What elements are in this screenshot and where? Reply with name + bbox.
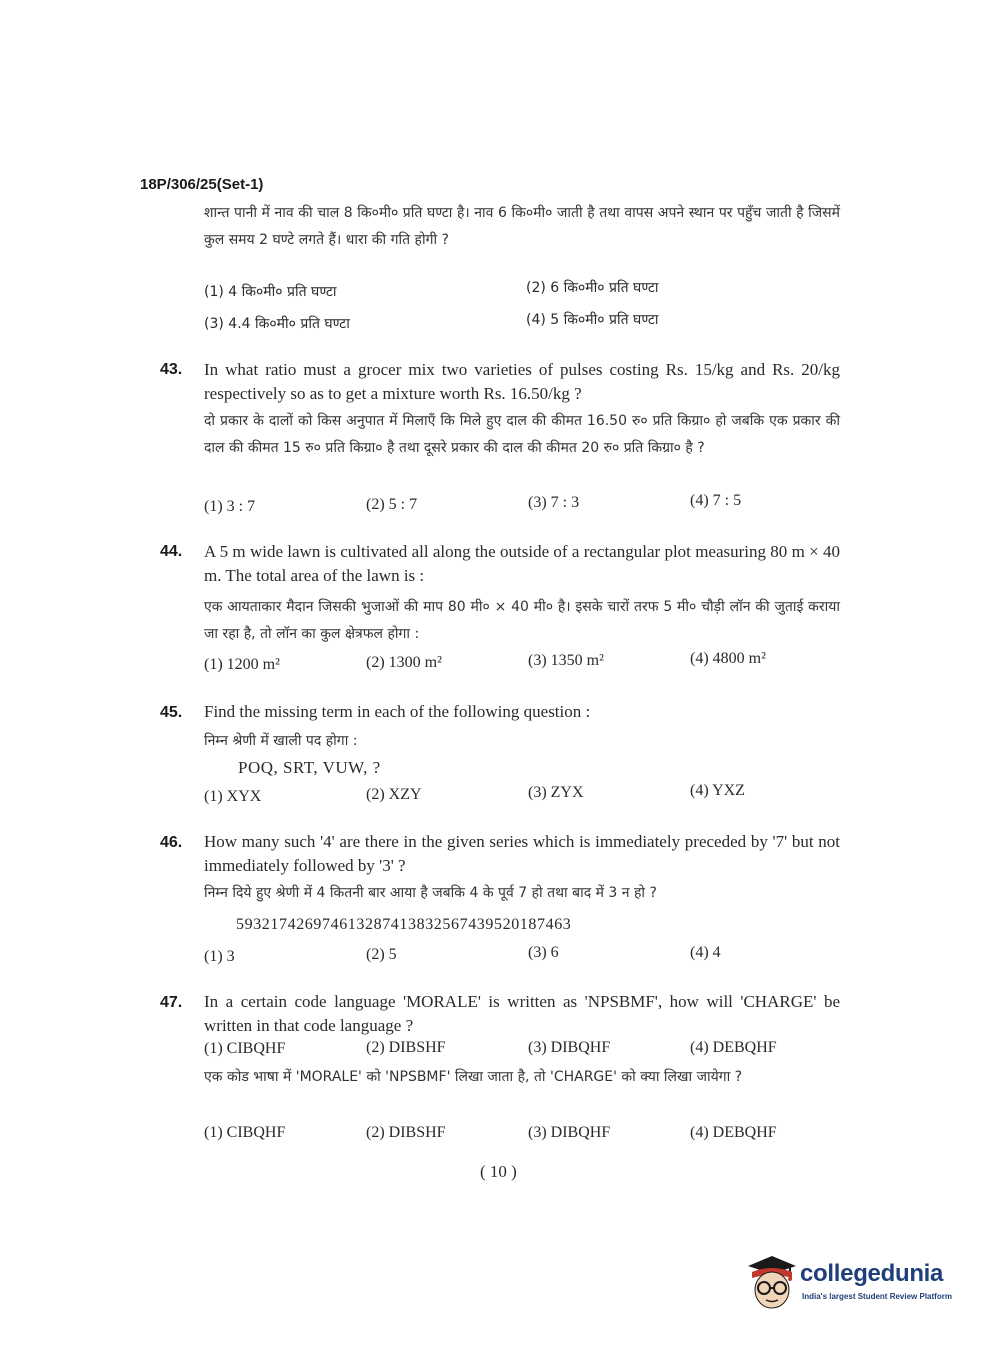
option-2: (2) 5 : 7	[366, 496, 418, 513]
option-3: (3) 4.4 कि०मी० प्रति घण्टा	[204, 316, 350, 332]
option-4: (4) 4800 m²	[690, 650, 766, 667]
option-en-4: (4) DEBQHF	[690, 1039, 777, 1056]
question-text-hindi: निम्न दिये हुए श्रेणी में 4 कितनी बार आया है जबकि 4 के पूर्व 7 हो तथा बाद में 3 न हो ?	[204, 885, 657, 901]
question-text-hindi: निम्न श्रेणी में खाली पद होगा :	[204, 733, 358, 749]
question-text-hindi: एक आयताकार मैदान जिसकी भुजाओं की माप 80 मी० × 40 मी० है। इसके चारों तरफ 5 मी० चौड़ी लॉन की जुताई कराया जा रहा है, तो लॉन का कुल क्षेत्रफल होगा :	[204, 599, 840, 642]
option-3: (3) ZYX	[528, 784, 584, 801]
option-hi-3: (3) DIBQHF	[528, 1124, 611, 1141]
option-hi-2: (2) DIBSHF	[366, 1124, 446, 1141]
page-number: ( 10 )	[480, 1162, 517, 1181]
option-en-1: (1) CIBQHF	[204, 1040, 286, 1057]
question-text-hindi: शान्त पानी में नाव की चाल 8 कि०मी० प्रति घण्टा है। नाव 6 कि०मी० जाती है तथा वापस अपने स्थान पर पहुँच जाती है जिसमें कुल समय 2 घण्टे लगते हैं। धारा की गति होगी ?	[204, 205, 840, 248]
option-2: (2) 6 कि०मी० प्रति घण्टा	[526, 280, 659, 296]
option-3: (3) 7 : 3	[528, 494, 580, 511]
question-text-english: Find the missing term in each of the following question :	[204, 702, 591, 721]
option-3: (3) 1350 m²	[528, 652, 604, 669]
option-1: (1) 1200 m²	[204, 656, 280, 673]
option-2: (2) 5	[366, 946, 397, 963]
question-text-english: A 5 m wide lawn is cultivated all along the outside of a rectangular plot measuring 80 m × 40 m. The total area of the lawn is :	[204, 542, 840, 585]
question-text-hindi: दो प्रकार के दालों को किस अनुपात में मिलाएँ कि मिले हुए दाल की कीमत 16.50 रु० प्रति किग्रा० हो जबकि एक प्रकार की दाल की कीमत 15 रु० प्रति किग्रा० है तथा दूसरे प्रकार की दाल की कीमत 20 रु० प्रति किग्रा० है ?	[204, 413, 840, 456]
question-text-english: In a certain code language 'MORALE' is written as 'NPSBMF', how will 'CHARGE' be written in that code language ?	[204, 992, 840, 1035]
option-1: (1) 3 : 7	[204, 498, 256, 515]
option-4: (4) 7 : 5	[690, 492, 742, 509]
option-en-3: (3) DIBQHF	[528, 1039, 611, 1056]
paper-code: 18P/306/25(Set-1)	[140, 176, 264, 193]
question-text-english: How many such '4' are there in the given series which is immediately preceded by '7' but not immediately followed by '3' ?	[204, 832, 840, 875]
option-4: (4) 4	[690, 944, 721, 961]
brand-name: collegedunia	[800, 1260, 944, 1287]
option-3: (3) 6	[528, 944, 559, 961]
option-1: (1) 3	[204, 948, 235, 965]
brand-tagline: India's largest Student Review Platform	[802, 1292, 952, 1301]
option-1: (1) XYX	[204, 788, 262, 805]
option-1: (1) 4 कि०मी० प्रति घण्टा	[204, 284, 337, 300]
question-number: 46.	[160, 834, 183, 851]
collegedunia-watermark	[742, 1252, 974, 1312]
option-hi-4: (4) DEBQHF	[690, 1124, 777, 1141]
question-number: 47.	[160, 994, 183, 1011]
question-number: 43.	[160, 361, 183, 378]
question-number: 44.	[160, 543, 183, 560]
mascot-icon	[742, 1252, 800, 1312]
option-2: (2) 1300 m²	[366, 654, 442, 671]
question-text-hindi: एक कोड भाषा में 'MORALE' को 'NPSBMF' लिखा जाता है, तो 'CHARGE' को क्या लिखा जायेगा ?	[204, 1069, 743, 1085]
option-hi-1: (1) CIBQHF	[204, 1124, 286, 1141]
letter-series: POQ, SRT, VUW, ?	[238, 758, 381, 777]
number-series: 5 9 3 2 1 7 4 2 6 9 7 4 6 1 3 2 8 7 4 1 3 8 3 2 5 6 7 4 3 9 5 2 0 1 8 7 4 6 3	[236, 916, 570, 933]
option-4: (4) 5 कि०मी० प्रति घण्टा	[526, 312, 659, 328]
question-text-english: In what ratio must a grocer mix two varieties of pulses costing Rs. 15/kg and Rs. 20/kg respectively so as to get a mixture worth Rs. 16.50/kg ?	[204, 360, 840, 403]
option-en-2: (2) DIBSHF	[366, 1039, 446, 1056]
option-4: (4) YXZ	[690, 782, 745, 799]
option-2: (2) XZY	[366, 786, 422, 803]
question-number: 45.	[160, 704, 183, 721]
